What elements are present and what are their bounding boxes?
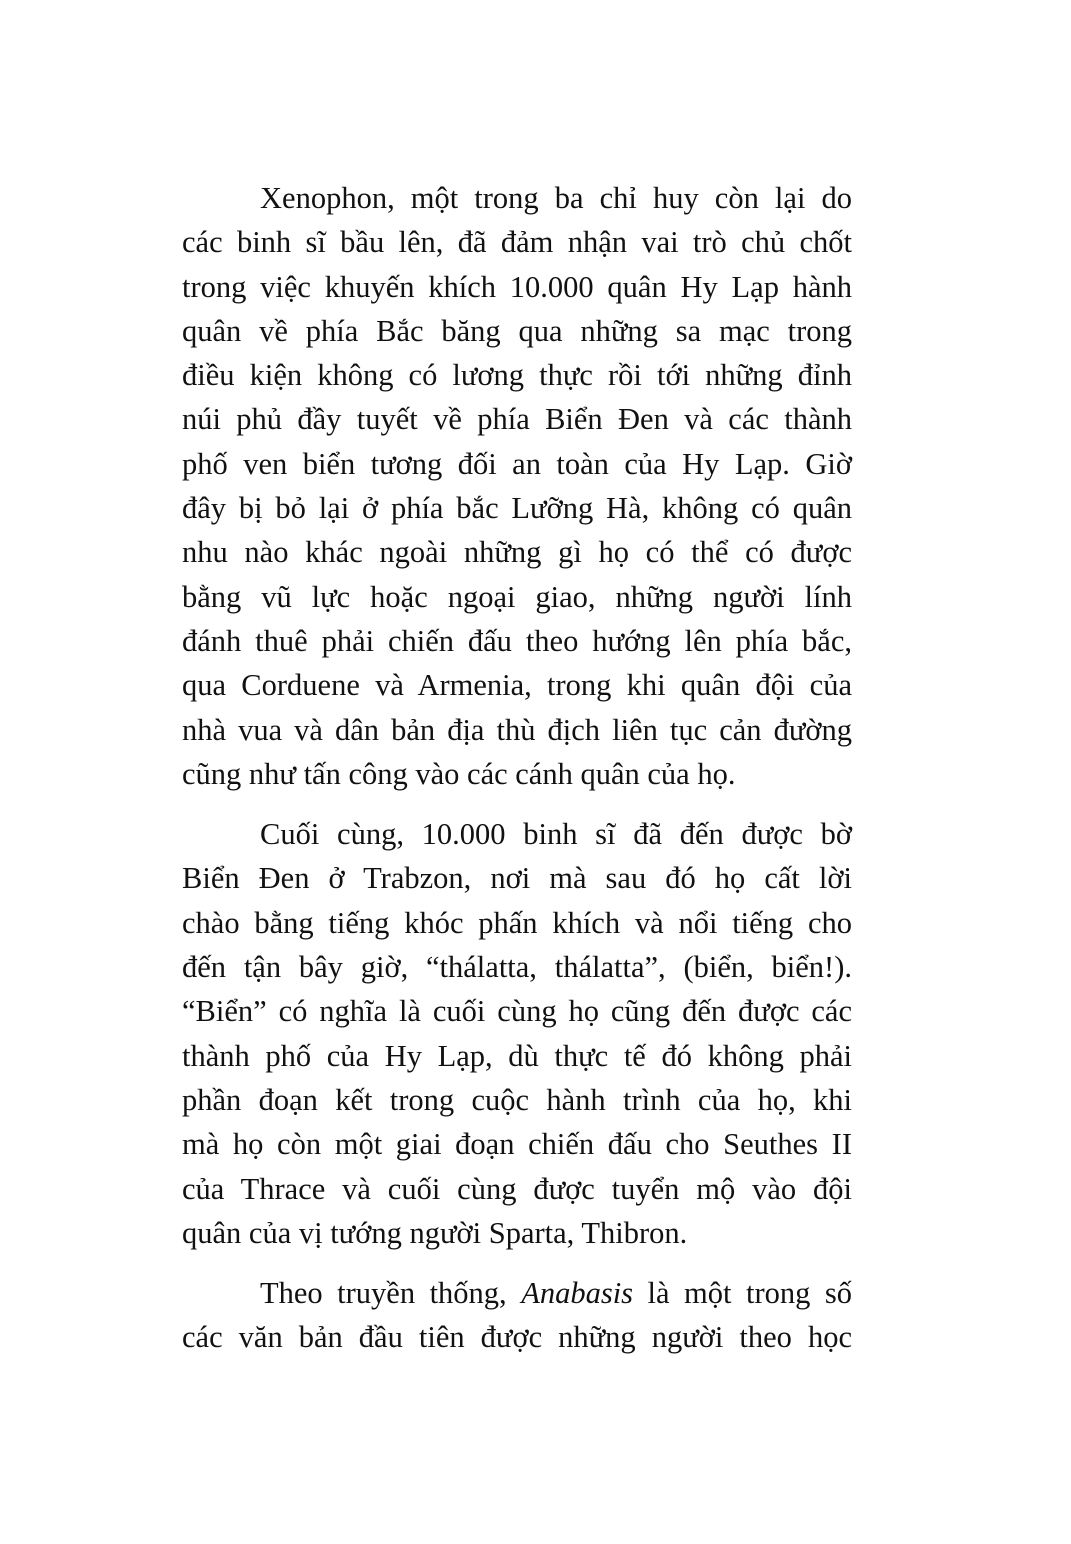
text-line: bằng vũ lực hoặc ngoại giao, những người lính xyxy=(182,579,852,614)
text-line: Xenophon, một trong ba chỉ huy còn lại do xyxy=(260,181,852,215)
text-line: trong việc khuyến khích 10.000 quân Hy Lạp hành xyxy=(182,269,852,304)
paragraph-1 xyxy=(182,176,852,796)
text-line: các binh sĩ bầu lên, đã đảm nhận vai trò chủ chốt xyxy=(182,225,852,260)
text-line: núi phủ đầy tuyết về phía Biển Đen và các thành xyxy=(182,402,852,437)
text-line: Cuối cùng, 10.000 binh sĩ đã đến được bờ xyxy=(260,817,852,852)
text-line: thành phố của Hy Lạp, dù thực tế đó không phải xyxy=(182,1038,852,1073)
text-line: qua Corduene và Armenia, trong khi quân đội của xyxy=(182,668,852,703)
text-line: chào bằng tiếng khóc phấn khích và nổi tiếng cho xyxy=(182,905,852,940)
text-line: phố ven biển tương đối an toàn của Hy Lạp. Giờ xyxy=(182,446,852,481)
book-page-text xyxy=(182,176,852,1376)
text-line: cũng như tấn công vào các cánh quân của họ. xyxy=(182,756,736,791)
paragraph-3 xyxy=(182,1271,852,1360)
text-line: của Thrace và cuối cùng được tuyển mộ vào đội xyxy=(182,1171,852,1206)
paragraph-2 xyxy=(182,812,852,1255)
text-line xyxy=(182,1271,852,1315)
text-line: đánh thuê phải chiến đấu theo hướng lên phía bắc, xyxy=(182,623,852,658)
text-line: Biển Đen ở Trabzon, nơi mà sau đó họ cất lời xyxy=(182,861,852,896)
text-line: phần đoạn kết trong cuộc hành trình của họ, khi xyxy=(182,1082,852,1117)
text-line: quân về phía Bắc băng qua những sa mạc trong xyxy=(182,313,852,348)
text-segment: Theo truyền thống, xyxy=(260,1276,522,1311)
text-line: mà họ còn một giai đoạn chiến đấu cho Seuthes II xyxy=(182,1127,852,1162)
text-line: nhu nào khác ngoài những gì họ có thể có được xyxy=(182,535,852,570)
text-line: các văn bản đầu tiên được những người theo học xyxy=(182,1320,852,1355)
text-line: “Biển” có nghĩa là cuối cùng họ cũng đến được các xyxy=(182,994,852,1029)
text-line: nhà vua và dân bản địa thù địch liên tục cản đường xyxy=(182,712,852,747)
book-title-anabasis: Anabasis xyxy=(521,1276,634,1311)
text-line: đây bị bỏ lại ở phía bắc Lưỡng Hà, không có quân xyxy=(182,491,852,526)
text-line: quân của vị tướng người Sparta, Thibron. xyxy=(182,1215,688,1250)
text-line: điều kiện không có lương thực rồi tới những đỉnh xyxy=(182,358,852,393)
text-segment: là một trong số xyxy=(633,1276,852,1311)
text-line: đến tận bây giờ, “thálatta, thálatta”, (biển, biển!). xyxy=(182,950,852,985)
